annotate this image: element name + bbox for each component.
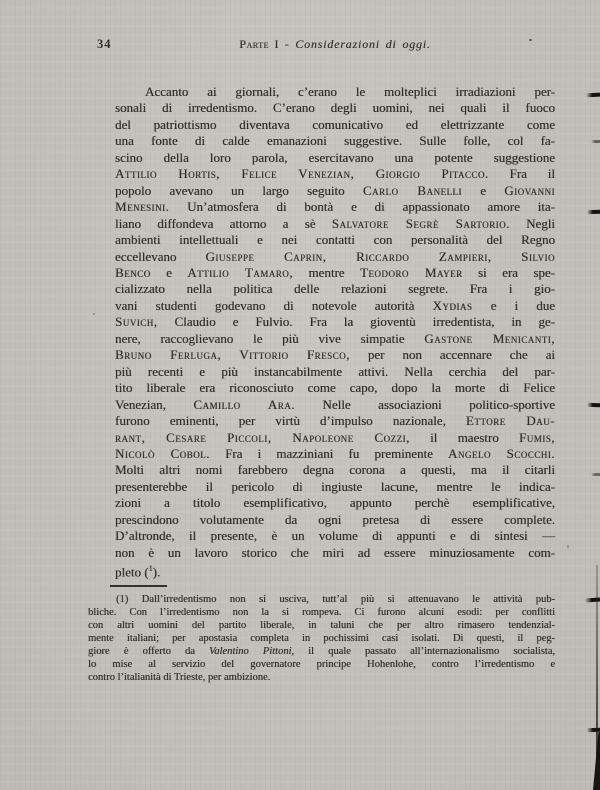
footnote-text [88,593,555,684]
scan-speck [529,39,532,41]
text-segment: più recenti e più instancabilmente attivi. Nella cerchia del par- [115,363,555,379]
text-segment: popolo avevano un largo seguito [115,182,363,198]
page-header [0,37,600,55]
small-caps-name: Giuseppe Caprin, Riccardo Zampieri, Silvio [205,248,556,264]
footnote-reference: 1 [148,564,153,574]
text-segment: Claudio e Fulvio. Fra la gioventù irredentista, in ge- [157,314,555,330]
text-line [115,561,555,581]
text-line [115,216,555,232]
text-segment: liano diffondeva attorno a sè [115,215,332,231]
small-caps-name: Menesini. [115,199,170,215]
text-line [115,462,555,478]
text-line [115,265,555,281]
small-caps-name: Xydias [432,297,473,313]
text-segment: pleto ( [115,564,149,580]
small-caps-name: Camillo Ara. [193,396,295,412]
text-segment: furono eminenti, per virtù d’impulso nazionale, [115,413,466,429]
text-segment: si era spe- [462,264,556,280]
small-caps-name: rant, Cesare Piccoli, Napoleone Cozzi, [115,429,410,445]
binding-mark [587,728,600,732]
text-segment: per non accennare che ai [349,347,555,363]
text-line [115,281,555,297]
binding-mark [587,210,600,214]
text-segment: Nelle associazioni politico-sportive [294,396,556,412]
scan-speck [567,545,569,548]
text-segment: Fra i mazziniani fu preminente [209,445,448,461]
body-text [115,84,555,581]
text-line [115,479,555,495]
small-caps-name: Giovanni [504,182,555,198]
text-segment: una fonte di calde emanazioni suggestive. Sulle folle, col fa- [115,133,555,149]
text-line [88,671,555,684]
text-line [88,645,555,658]
small-caps-name: Suvich, [115,314,158,330]
text-segment: presenterebbe il pericolo di ingiuste lacune, mentre le indica- [115,478,555,494]
small-caps-name: Angelo Scocchi. [447,445,555,461]
text-segment: mentre [293,264,360,280]
italic-text: Considerazioni di oggi. [295,37,431,51]
text-segment: il maestro [409,429,519,445]
text-segment: tito liberale era riconosciuto come capo, dopo la morte di Felice [115,380,555,396]
text-line [115,183,555,199]
text-segment: e [150,264,188,280]
page-number: 34 [97,37,112,51]
text-segment: - [278,37,296,51]
italic-text: Valentino Pittoni, [209,646,294,657]
small-caps-name: Gastone Menicanti, [424,330,555,346]
text-segment: Venezian, [115,396,194,412]
small-caps-name: Ettore Dau- [465,413,555,429]
text-segment: del patriottismo diventava comunicativo ed elettrizzante come [115,116,555,132]
text-line [88,632,555,645]
text-segment: Accanto ai giornali, c’erano le molteplici irradiazioni per- [145,84,555,99]
binding-mark [587,403,600,407]
small-caps-name: Attilio Hortis, Felice Venezian, Giorgio Pitacco. [115,166,489,182]
small-caps-name: Attilio Tamaro, [187,264,294,280]
text-segment: non è un lavoro storico che miri ad essere minuziosamente com- [115,544,555,560]
binding-mark [586,93,600,98]
small-caps-name: Benco [115,264,151,280]
text-line [115,528,555,544]
text-segment: nere, raccoglievano le più vive simpatie [115,330,425,346]
text-segment: scino della loro parola, esercitavano una potente suggestione [115,149,555,165]
text-segment: Un’atmosfera di bontà e di appassionato amore ita- [169,199,555,215]
text-segment: contro l’italianità di Trieste, per ambizione. [88,672,271,683]
text-segment: zioni a titolo esemplificativo, appunto perchè esemplificative, [115,495,555,511]
text-line [115,364,555,380]
text-segment: eccellevano [115,248,206,264]
text-line [115,298,555,314]
text-line [115,314,555,330]
text-line [115,166,555,182]
text-line [115,413,555,429]
binding-mark [591,140,600,143]
text-segment: cializzato nella politica delle relazioni segrete. Fra i gio- [115,281,555,297]
text-line [88,606,555,619]
text-segment: con altri uomini del partito liberale, in taluni che per altro rimasero tendenzial- [88,620,555,631]
text-line [115,150,555,166]
text-segment: ). [152,564,161,580]
text-line [115,512,555,528]
text-segment: bliche. Con l’irredentismo non la si rompeva. Ci furono alcuni esodi: per conflitti [88,607,555,618]
text-segment: giore è offerto da [88,646,209,657]
text-segment: prescindono volutamente da ogni pretesa di essere complete. [115,511,555,527]
footnote-separator [110,585,167,587]
text-line [115,331,555,347]
text-line [88,593,555,606]
small-caps-name: Parte I [239,37,279,51]
text-line [88,619,555,632]
text-line [115,249,555,265]
text-line [115,347,555,363]
small-caps-name: Carlo Banelli [362,182,462,198]
text-segment: Negli [509,215,555,231]
text-segment: e i due [472,297,556,313]
binding-mark [591,473,600,476]
text-segment: sonali di irredentismo. C’erano degli uomini, nei quali il fuoco [115,100,555,116]
text-segment: Molti altri nomi farebbero degna corona a questi, ma il citarli [115,462,555,478]
text-segment: lo mise al servizio del governatore principe Hohenlohe, contro l’irredentismo e [88,659,555,670]
text-line [115,397,555,413]
text-segment: mente italiani; per apostasia completa in pochissimi casi isolati. Di questi, il peg- [88,633,555,644]
scan-speck [93,313,95,315]
text-segment: D’altronde, il presente, è un volume di appunti e di sintesi — [115,528,555,544]
text-line [115,133,555,149]
text-line [115,232,555,248]
text-line [115,446,555,462]
text-line [115,430,555,446]
small-caps-name: Nicolò Cobol. [115,445,210,461]
text-line [115,117,555,133]
text-segment: e [461,182,505,198]
text-line [115,495,555,511]
text-segment: Fra il [488,166,555,182]
text-segment: ambienti intellettuali e nei contatti con personalità del Regno [115,232,555,248]
text-segment: vani studenti godevano di notevole autorità [115,297,433,313]
small-caps-name: Teodoro Mayer [359,264,463,280]
small-caps-name: Bruno Ferluga, Vittorio Fresco, [115,347,350,363]
text-line [115,199,555,215]
running-header [115,37,555,52]
text-segment: il quale passato all’internazionalismo socialista, [294,646,555,657]
small-caps-name: Salvatore Segrè Sartorio. [331,215,510,231]
text-line [115,545,555,561]
text-line [115,84,555,100]
text-line [88,658,555,671]
text-line [115,380,555,396]
text-line [115,100,555,116]
text-segment: (1) Dall’irredentismo non si usciva, tutt’al più si attenuavano le attività pub- [116,594,555,605]
small-caps-name: Fumis, [519,429,555,445]
